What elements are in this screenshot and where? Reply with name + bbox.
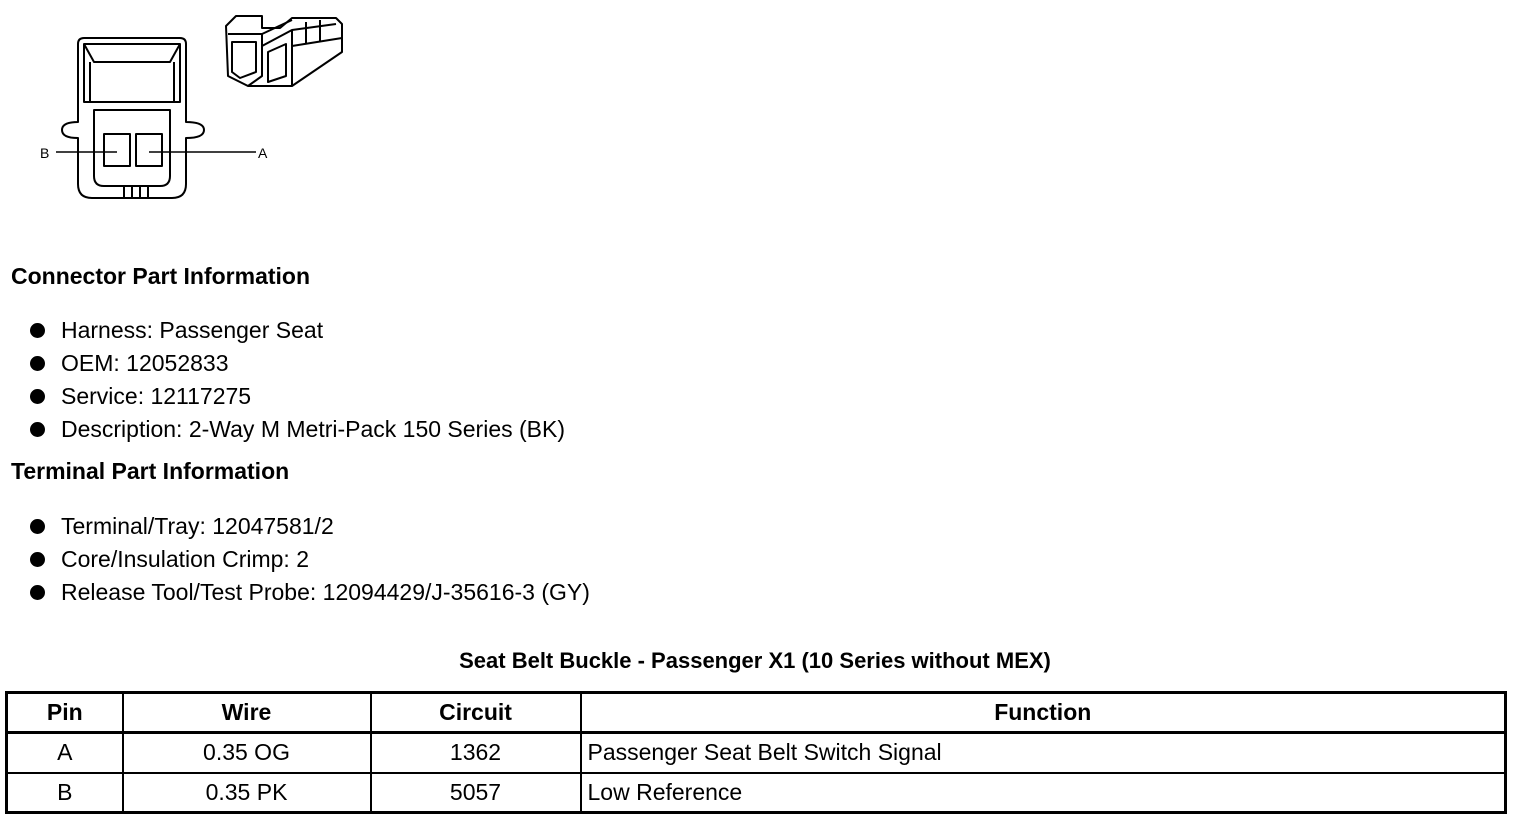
pin-label-b: B	[40, 145, 50, 161]
cell-pin: B	[7, 773, 123, 813]
connector-latch	[84, 44, 180, 102]
list-item-text: OEM: 12052833	[61, 350, 229, 376]
header-wire: Wire	[123, 693, 371, 733]
list-item-text: Core/Insulation Crimp: 2	[61, 546, 309, 572]
cell-wire: 0.35 PK	[123, 773, 371, 813]
bullet-icon	[30, 323, 45, 338]
cell-wire: 0.35 OG	[123, 733, 371, 773]
list-item	[30, 543, 590, 576]
bullet-icon	[30, 585, 45, 600]
bullet-icon	[30, 356, 45, 371]
list-item-text: Terminal/Tray: 12047581/2	[61, 513, 334, 539]
list-item	[30, 314, 565, 347]
cavity-b	[104, 134, 130, 166]
header-circuit: Circuit	[371, 693, 581, 733]
connector-isometric-view	[226, 16, 342, 86]
cell-function: Passenger Seat Belt Switch Signal	[581, 733, 1506, 773]
connector-diagram	[30, 6, 370, 206]
list-item	[30, 347, 565, 380]
header-pin: Pin	[7, 693, 123, 733]
header-function: Function	[581, 693, 1506, 733]
list-item	[30, 413, 565, 446]
list-item-text: Description: 2-Way M Metri-Pack 150 Series (BK)	[61, 416, 566, 442]
cell-function: Low Reference	[581, 773, 1506, 813]
cell-pin: A	[7, 733, 123, 773]
table-row	[7, 733, 1506, 773]
connector-part-heading: Connector Part Information	[11, 263, 311, 289]
list-item-text: Release Tool/Test Probe: 12094429/J-35616-3 (GY)	[61, 579, 590, 605]
cavity-a	[136, 134, 162, 166]
bullet-icon	[30, 519, 45, 534]
connector-cavity	[94, 110, 170, 186]
table-header-row	[7, 693, 1506, 733]
list-item-text: Harness: Passenger Seat	[61, 317, 324, 343]
bullet-icon	[30, 389, 45, 404]
pin-label-a: A	[258, 145, 268, 161]
list-item	[30, 576, 590, 609]
list-item	[30, 380, 565, 413]
cell-circuit: 1362	[371, 733, 581, 773]
terminal-part-heading: Terminal Part Information	[11, 458, 290, 484]
cell-circuit: 5057	[371, 773, 581, 813]
bullet-icon	[30, 422, 45, 437]
list-item	[30, 510, 590, 543]
table-caption: Seat Belt Buckle - Passenger X1 (10 Series without MEX)	[459, 648, 1051, 673]
pinout-table	[5, 691, 1507, 814]
bullet-icon	[30, 552, 45, 567]
connector-part-list	[30, 314, 565, 446]
terminal-part-list	[30, 510, 590, 609]
table-row	[7, 773, 1506, 813]
list-item-text: Service: 12117275	[61, 383, 252, 409]
